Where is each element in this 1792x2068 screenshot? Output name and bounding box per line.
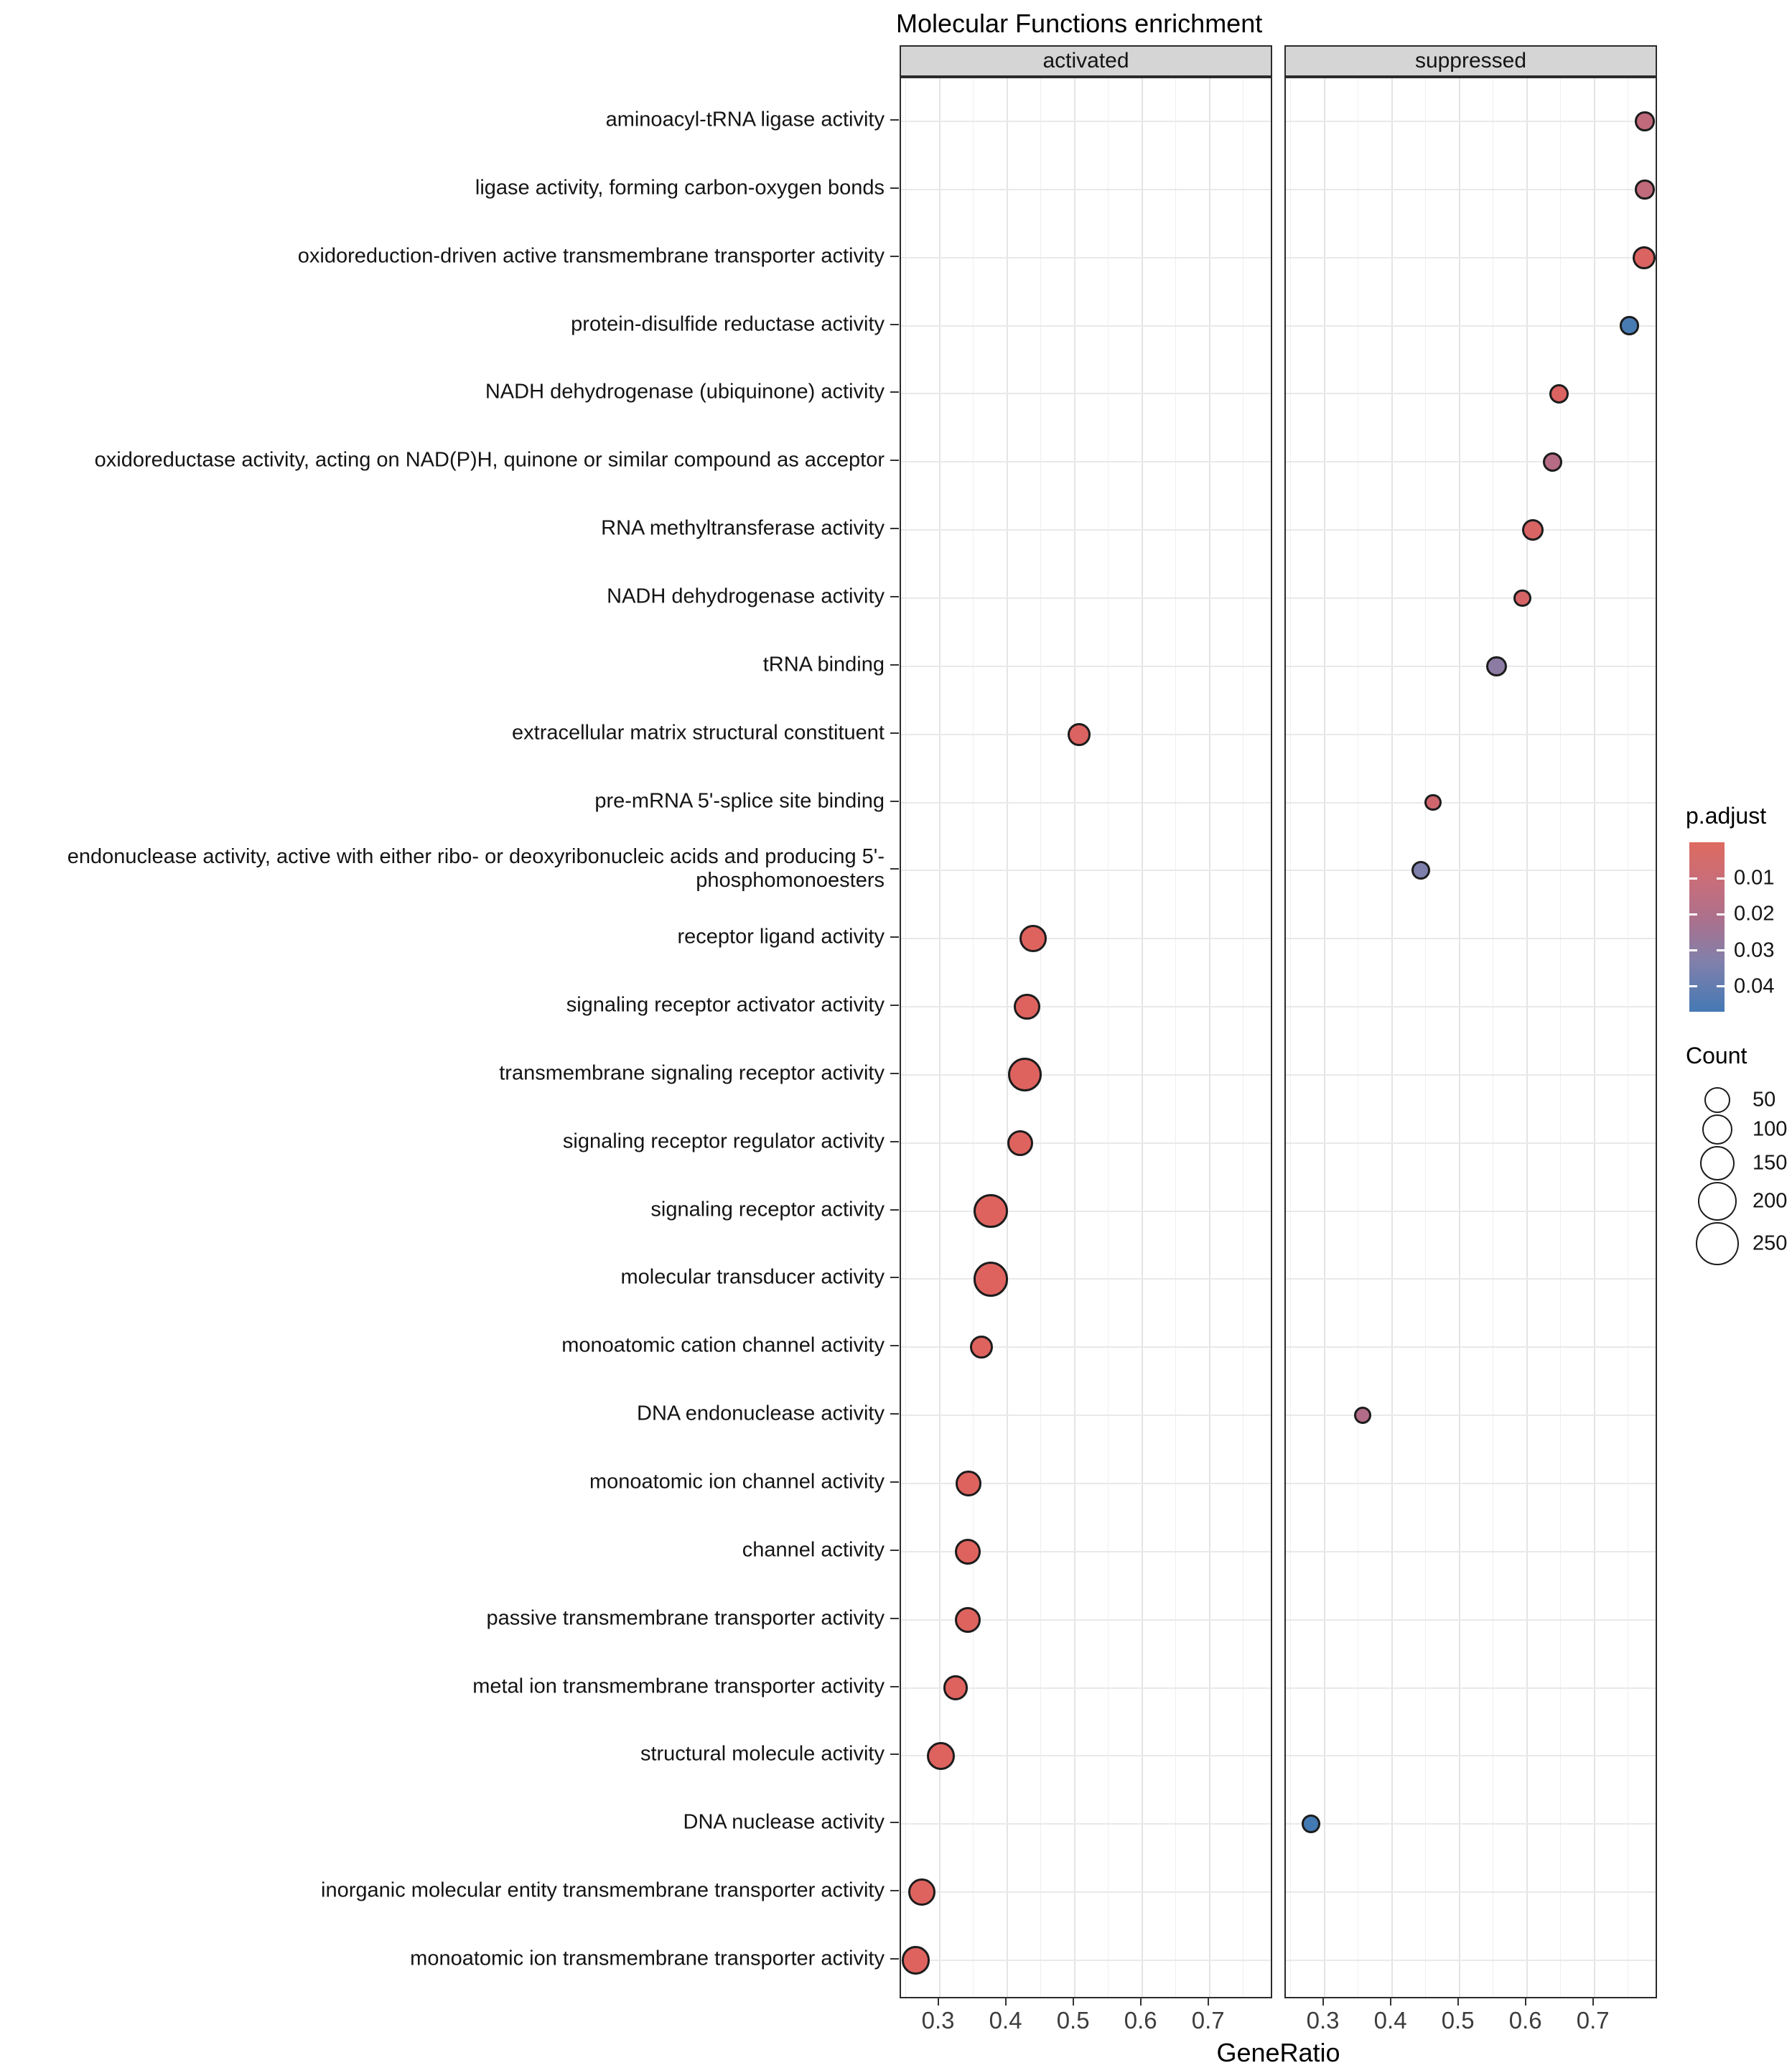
x-axis-tick xyxy=(1592,1998,1594,2006)
y-axis-label: transmembrane signaling receptor activity xyxy=(499,1061,885,1085)
y-axis-tick xyxy=(890,1550,899,1551)
y-axis-tick xyxy=(890,664,899,666)
legend-count-label: 200 xyxy=(1753,1189,1788,1213)
gridline-row xyxy=(901,393,1271,394)
x-axis-tick-label: 0.3 xyxy=(921,2007,955,2034)
colorbar-tick xyxy=(1689,949,1697,951)
y-axis-label: monoatomic ion transmembrane transporter activity xyxy=(410,1947,885,1970)
colorbar-tick xyxy=(1717,985,1725,987)
gridline-major xyxy=(1324,78,1325,1997)
x-axis-tick-label: 0.5 xyxy=(1441,2007,1475,2034)
gridline-row xyxy=(1286,1551,1656,1552)
gridline-row xyxy=(901,461,1271,462)
y-axis-label: signaling receptor activator activity xyxy=(566,993,885,1017)
y-axis-tick xyxy=(890,1890,899,1891)
legend-count-label: 150 xyxy=(1753,1151,1788,1175)
x-axis-tick xyxy=(1322,1998,1324,2006)
y-axis-tick xyxy=(890,1005,899,1006)
legend-count-circle xyxy=(1700,1146,1735,1180)
x-axis-tick xyxy=(1073,1998,1074,2006)
gridline-row xyxy=(1286,1074,1656,1076)
plot-title: Molecular Functions enrichment xyxy=(896,9,1263,38)
y-axis-label: ligase activity, forming carbon-oxygen bonds xyxy=(475,176,885,200)
facet-strip-suppressed-label: suppressed xyxy=(1414,49,1527,73)
x-axis-tick xyxy=(1005,1998,1007,2006)
y-axis-label: endonuclease activity, active with either ribo- or deoxyribonucleic acids and producing 5'-phosphomonoesters xyxy=(67,845,885,893)
y-axis-tick xyxy=(890,936,899,938)
y-axis-label: inorganic molecular entity transmembrane transporter activity xyxy=(321,1878,885,1902)
gridline-row xyxy=(1286,1823,1656,1825)
gridline-minor xyxy=(1290,78,1291,1997)
y-axis-label: signaling receptor activity xyxy=(650,1198,885,1221)
gridline-row xyxy=(1286,1960,1656,1961)
colorbar-tick-label: 0.01 xyxy=(1734,866,1775,890)
gridline-row xyxy=(901,1211,1271,1212)
gridline-row xyxy=(1286,870,1656,871)
data-point xyxy=(1014,994,1040,1020)
data-point xyxy=(1424,794,1441,811)
data-point xyxy=(970,1336,993,1359)
gridline-row xyxy=(901,257,1271,258)
x-axis-tick xyxy=(1208,1998,1209,2006)
y-axis-tick xyxy=(890,1822,899,1823)
data-point xyxy=(955,1607,981,1633)
y-axis-label: RNA methyltransferase activity xyxy=(601,516,885,540)
gridline-row xyxy=(1286,938,1656,939)
y-axis-tick xyxy=(890,596,899,597)
gridline-major xyxy=(1526,78,1528,1997)
y-axis-label: passive transmembrane transporter activity xyxy=(486,1606,885,1630)
data-point xyxy=(1486,656,1506,676)
y-axis-tick xyxy=(890,187,899,189)
colorbar-tick xyxy=(1689,913,1697,916)
facet-strip-activated-label: activated xyxy=(1042,49,1129,73)
gridline-row xyxy=(901,529,1271,531)
gridline-major xyxy=(1391,78,1393,1997)
y-axis-label: extracellular matrix structural constituent xyxy=(512,721,885,745)
x-axis-tick xyxy=(1140,1998,1142,2006)
y-axis-label: metal ion transmembrane transporter activity xyxy=(472,1675,885,1698)
y-axis-label: oxidoreductase activity, acting on NAD(P)H, quinone or similar compound as acceptor xyxy=(94,448,885,472)
colorbar-tick xyxy=(1689,877,1697,880)
gridline-row xyxy=(901,1415,1271,1416)
data-point xyxy=(1007,1130,1033,1156)
data-point xyxy=(927,1742,956,1771)
data-point xyxy=(974,1262,1008,1296)
legend-count-circle xyxy=(1704,1087,1730,1113)
y-axis-label: tRNA binding xyxy=(762,653,885,676)
y-axis-label: pre-mRNA 5'-splice site binding xyxy=(594,789,885,813)
gridline-row xyxy=(1286,734,1656,735)
gridline-row xyxy=(1286,1211,1656,1212)
x-axis-tick-label: 0.4 xyxy=(989,2007,1022,2034)
x-axis-tick xyxy=(1457,1998,1459,2006)
gridline-row xyxy=(1286,257,1656,258)
y-axis-tick xyxy=(890,460,899,461)
y-axis-tick xyxy=(890,1686,899,1687)
y-axis-label: DNA nuclease activity xyxy=(683,1810,885,1834)
data-point xyxy=(908,1878,936,1906)
gridline-row xyxy=(1286,1346,1656,1348)
gridline-major xyxy=(1142,78,1143,1997)
panel-activated xyxy=(900,77,1272,1998)
gridline-row xyxy=(1286,393,1656,394)
gridline-row xyxy=(901,1960,1271,1961)
facet-strip-suppressed xyxy=(1284,45,1657,77)
gridline-row xyxy=(1286,1142,1656,1144)
colorbar-tick-label: 0.02 xyxy=(1734,902,1775,926)
legend-count-circle xyxy=(1702,1114,1732,1145)
x-axis-tick-label: 0.7 xyxy=(1576,2007,1610,2034)
gridline-row xyxy=(1286,666,1656,667)
colorbar-tick-label: 0.03 xyxy=(1734,938,1775,962)
gridline-row xyxy=(1286,1278,1656,1280)
gridline-row xyxy=(901,802,1271,804)
y-axis-label: NADH dehydrogenase activity xyxy=(607,584,885,608)
x-axis-title: GeneRatio xyxy=(1216,2038,1340,2067)
data-point xyxy=(1513,590,1531,607)
y-axis-tick xyxy=(890,391,899,393)
y-axis-label: NADH dehydrogenase (ubiquinone) activity xyxy=(485,380,885,404)
legend-count-title: Count xyxy=(1686,1043,1747,1068)
gridline-row xyxy=(901,870,1271,871)
data-point xyxy=(1354,1407,1371,1424)
gridline-row xyxy=(1286,121,1656,122)
y-axis-tick xyxy=(890,1141,899,1142)
data-point xyxy=(1522,519,1544,541)
data-point xyxy=(902,1946,930,1974)
data-point xyxy=(1543,452,1562,472)
data-point xyxy=(1411,861,1430,880)
gridline-row xyxy=(901,597,1271,599)
gridline-row xyxy=(901,1346,1271,1348)
y-axis-tick xyxy=(890,1345,899,1346)
colorbar-tick xyxy=(1689,985,1697,987)
y-axis-label: protein-disulfide reductase activity xyxy=(571,312,885,336)
y-axis-tick xyxy=(890,324,899,325)
y-axis-tick xyxy=(890,1413,899,1415)
legend-padjust-title: p.adjust xyxy=(1686,803,1767,829)
y-axis-label: molecular transducer activity xyxy=(620,1265,885,1289)
gridline-minor xyxy=(1425,78,1426,1997)
gridline-row xyxy=(901,189,1271,190)
y-axis-label: signaling receptor regulator activity xyxy=(562,1130,885,1153)
y-axis-label: DNA endonuclease activity xyxy=(637,1402,885,1425)
gridline-row xyxy=(901,1755,1271,1756)
gridline-row xyxy=(1286,461,1656,462)
data-point xyxy=(1635,111,1654,131)
gridline-row xyxy=(901,325,1271,327)
gridline-major xyxy=(1007,78,1008,1997)
data-point xyxy=(1549,384,1569,404)
y-axis-tick xyxy=(890,1073,899,1074)
y-axis-tick xyxy=(890,868,899,870)
y-axis-tick xyxy=(890,1209,899,1211)
data-point xyxy=(1635,180,1654,199)
y-axis-tick xyxy=(890,1481,899,1483)
colorbar-tick-label: 0.04 xyxy=(1734,974,1775,998)
gridline-row xyxy=(901,121,1271,122)
data-point xyxy=(943,1675,968,1700)
data-point xyxy=(1068,723,1091,746)
y-axis-tick xyxy=(890,1618,899,1619)
gridline-minor xyxy=(1108,78,1109,1997)
data-point xyxy=(1302,1815,1320,1833)
gridline-row xyxy=(901,1142,1271,1144)
data-point xyxy=(974,1194,1008,1229)
colorbar-tick xyxy=(1717,913,1725,916)
gridline-row xyxy=(1286,529,1656,531)
y-axis-tick xyxy=(890,1958,899,1960)
y-axis-label: aminoacyl-tRNA ligase activity xyxy=(605,108,885,131)
gridline-row xyxy=(901,1891,1271,1893)
y-axis-label: oxidoreduction-driven active transmembrane transporter activity xyxy=(297,244,885,268)
gridline-row xyxy=(901,1278,1271,1280)
legend-count-circle xyxy=(1696,1222,1739,1265)
gridline-major xyxy=(1074,78,1075,1997)
gridline-row xyxy=(1286,1006,1656,1007)
gridline-major xyxy=(1459,78,1460,1997)
legend-count-circle xyxy=(1698,1182,1737,1221)
y-axis-tick xyxy=(890,119,899,121)
legend-count-label: 50 xyxy=(1753,1088,1776,1112)
y-axis-label: channel activity xyxy=(742,1538,885,1562)
data-point xyxy=(1008,1058,1042,1091)
legend-count-label: 100 xyxy=(1753,1117,1788,1141)
gridline-minor xyxy=(973,78,974,1997)
y-axis-tick xyxy=(890,732,899,734)
panel-suppressed xyxy=(1284,77,1657,1998)
colorbar-tick xyxy=(1717,877,1725,880)
x-axis-tick-label: 0.6 xyxy=(1508,2007,1542,2034)
x-axis-tick-label: 0.3 xyxy=(1306,2007,1340,2034)
gridline-row xyxy=(1286,1619,1656,1621)
gridline-row xyxy=(901,666,1271,667)
y-axis-label: structural molecule activity xyxy=(640,1742,885,1766)
gridline-minor xyxy=(1175,78,1176,1997)
gridline-row xyxy=(1286,1687,1656,1689)
colorbar-tick xyxy=(1717,949,1725,951)
gridline-row xyxy=(1286,1755,1656,1756)
x-axis-tick xyxy=(938,1998,939,2006)
gridline-major xyxy=(939,78,941,1997)
gridline-row xyxy=(1286,189,1656,190)
gridline-major xyxy=(1209,78,1210,1997)
y-axis-tick xyxy=(890,528,899,529)
x-axis-tick-label: 0.7 xyxy=(1191,2007,1225,2034)
x-axis-tick-label: 0.4 xyxy=(1373,2007,1407,2034)
gridline-row xyxy=(1286,597,1656,599)
gridline-row xyxy=(1286,325,1656,327)
facet-strip-activated xyxy=(900,45,1272,77)
y-axis-tick xyxy=(890,1277,899,1278)
y-axis-label: receptor ligand activity xyxy=(677,925,885,949)
x-axis-tick xyxy=(1525,1998,1526,2006)
gridline-row xyxy=(1286,1415,1656,1416)
y-axis-tick xyxy=(890,801,899,802)
data-point xyxy=(1633,246,1656,269)
gridline-row xyxy=(1286,1891,1656,1893)
gridline-minor xyxy=(1040,78,1041,1997)
gridline-minor xyxy=(905,78,906,1997)
data-point xyxy=(1620,316,1638,335)
x-axis-tick-label: 0.6 xyxy=(1124,2007,1157,2034)
x-axis-tick-label: 0.5 xyxy=(1056,2007,1090,2034)
x-axis-tick xyxy=(1390,1998,1391,2006)
gridline-minor xyxy=(1560,78,1561,1997)
gridline-row xyxy=(1286,1483,1656,1484)
legend-count-label: 250 xyxy=(1753,1231,1788,1255)
gridline-major xyxy=(1594,78,1595,1997)
data-point xyxy=(955,1539,981,1565)
data-point xyxy=(956,1471,981,1496)
gridline-row xyxy=(901,1074,1271,1076)
gridline-row xyxy=(901,1823,1271,1825)
gridline-row xyxy=(1286,802,1656,804)
y-axis-label: monoatomic cation channel activity xyxy=(561,1333,885,1357)
y-axis-tick xyxy=(890,1753,899,1755)
gridline-row xyxy=(901,938,1271,939)
y-axis-tick xyxy=(890,256,899,257)
y-axis-label: monoatomic ion channel activity xyxy=(589,1470,885,1494)
data-point xyxy=(1019,925,1047,952)
gridline-row xyxy=(901,1006,1271,1007)
